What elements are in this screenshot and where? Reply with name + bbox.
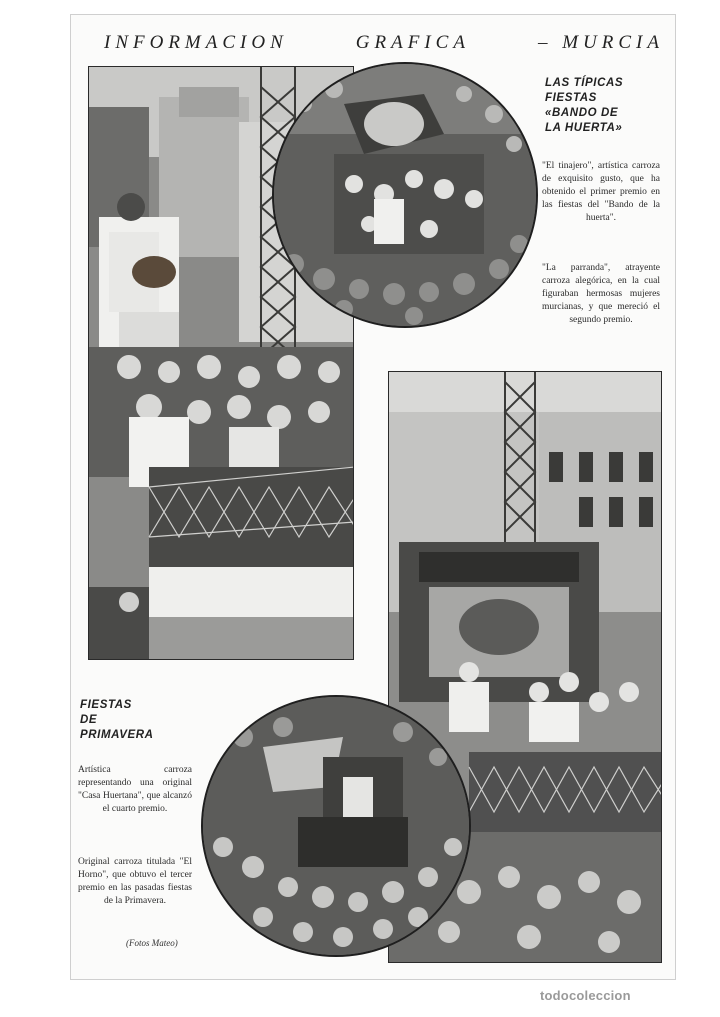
header-word-grafica: GRAFICA [355, 32, 470, 53]
photo-el-tinajero [272, 62, 538, 328]
title-line: FIESTAS [545, 92, 597, 104]
watermark-todocoleccion: todocoleccion [540, 988, 631, 1003]
title-line: PRIMAVERA [80, 729, 154, 741]
header-word-informacion: INFORMACION [104, 32, 288, 53]
title-fiestas-de-primavera [80, 698, 154, 743]
caption-casa-huertana: Artística carroza representando una original "Casa Huertana", que alcanzó el cuarto premio. [78, 765, 192, 814]
title-bando-de-la-huerta [545, 76, 623, 136]
title-line: LA HUERTA» [545, 122, 623, 134]
title-line: DE [80, 714, 98, 726]
title-line: «BANDO DE [545, 107, 619, 119]
title-line: FIESTAS [80, 699, 132, 711]
page-header [104, 28, 664, 58]
photo-el-horno [201, 695, 471, 957]
caption-la-parranda: "La parranda", atrayente carroza alegórica, en la cual figuraban hermosas mujeres murcianas, y que mereció el segundo premio. [542, 263, 660, 325]
header-word-murcia: – MURCIA [537, 32, 664, 53]
title-line: LAS TÍPICAS [545, 77, 624, 89]
caption-el-tinajero: "El tinajero", artística carroza de exquisito gusto, que ha obtenido el primer premio en las fiestas del "Bando de la huerta". [542, 161, 660, 223]
caption-el-horno: Original carroza titulada "El Horno", que obtuvo el tercer premio en las pasadas fiestas de la Primavera. [78, 857, 192, 906]
photo-credit: (Fotos Mateo) [126, 938, 178, 948]
